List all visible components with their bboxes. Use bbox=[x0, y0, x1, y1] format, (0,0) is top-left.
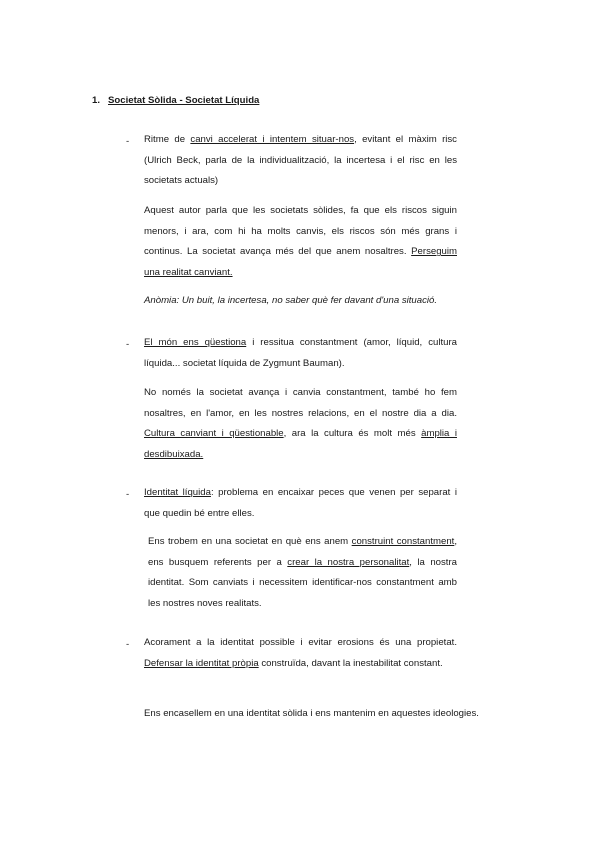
paragraph: Acorament a la identitat possible i evitar erosions és una propietat. Defensar la identitat pròpia construïda, davant la inestabilitat constant. bbox=[144, 637, 457, 669]
paragraph: Ritme de canvi accelerat i intentem situar-nos, evitant el màxim risc (Ulrich Beck, parla de la individualització, la incertesa i el risc en les societats actuals) bbox=[144, 134, 457, 187]
underlined-text: El món ens qüestiona bbox=[144, 337, 247, 348]
heading-title: Societat Sòlida - Societat Líquida bbox=[108, 95, 260, 106]
heading-number: 1. bbox=[92, 95, 101, 106]
paragraph: Ens encasellem en una identitat sòlida i ens mantenim en aquestes ideologies. bbox=[144, 708, 479, 719]
paragraph: No només la societat avança i canvia constantment, també ho fem nosaltres, en l'amor, en les nostres relacions, en el nostre dia a dia. Cultura canviant i qüestionable, ara la cultura és molt més àmplia i desdibuixada. bbox=[144, 387, 457, 460]
underlined-text: construint constantment bbox=[351, 536, 455, 547]
underlined-text: Cultura canviant i qüestionable bbox=[144, 428, 284, 440]
bullet-dash: - bbox=[126, 339, 130, 350]
italic-text: Anòmia: Un buit, la incertesa, no saber què fer davant d'una situació. bbox=[144, 295, 438, 306]
underlined-text: Perseguim una realitat canviant. bbox=[144, 246, 457, 278]
underlined-text: Identitat líquida bbox=[144, 487, 211, 498]
bullet-dash: - bbox=[126, 489, 130, 500]
bullet-dash: - bbox=[126, 136, 130, 147]
underlined-text: crear la nostra personalitat bbox=[287, 556, 410, 568]
section-heading bbox=[92, 95, 259, 106]
paragraph bbox=[144, 291, 494, 312]
underlined-text: Defensar la identitat pròpia bbox=[144, 657, 259, 669]
paragraph: Aquest autor parla que les societats sòlides, fa que els riscos siguin menors, i ara, com hi ha molts canvis, els riscos són més grans i continus. La societat avança més del que anem nosaltres. Perseguim una realitat canviant. bbox=[144, 205, 457, 278]
paragraph: Identitat líquida: problema en encaixar peces que venen per separat i que quedin bé entre elles. bbox=[144, 487, 457, 519]
paragraph: Ens trobem en una societat en què ens anem construint constantment, ens busquem referents per a crear la nostra personalitat, la nostra identitat. Som canviats i necessitem identificar-nos constantment amb les nostres noves realitats. bbox=[148, 536, 458, 609]
underlined-text: àmplia i desdibuixada. bbox=[144, 428, 457, 460]
underlined-text: canvi accelerat i intentem situar-nos bbox=[190, 134, 355, 145]
bullet-dash: - bbox=[126, 639, 130, 650]
paragraph: El món ens qüestiona i ressitua constantment (amor, líquid, cultura líquida... societat líquida de Zygmunt Bauman). bbox=[144, 337, 457, 369]
